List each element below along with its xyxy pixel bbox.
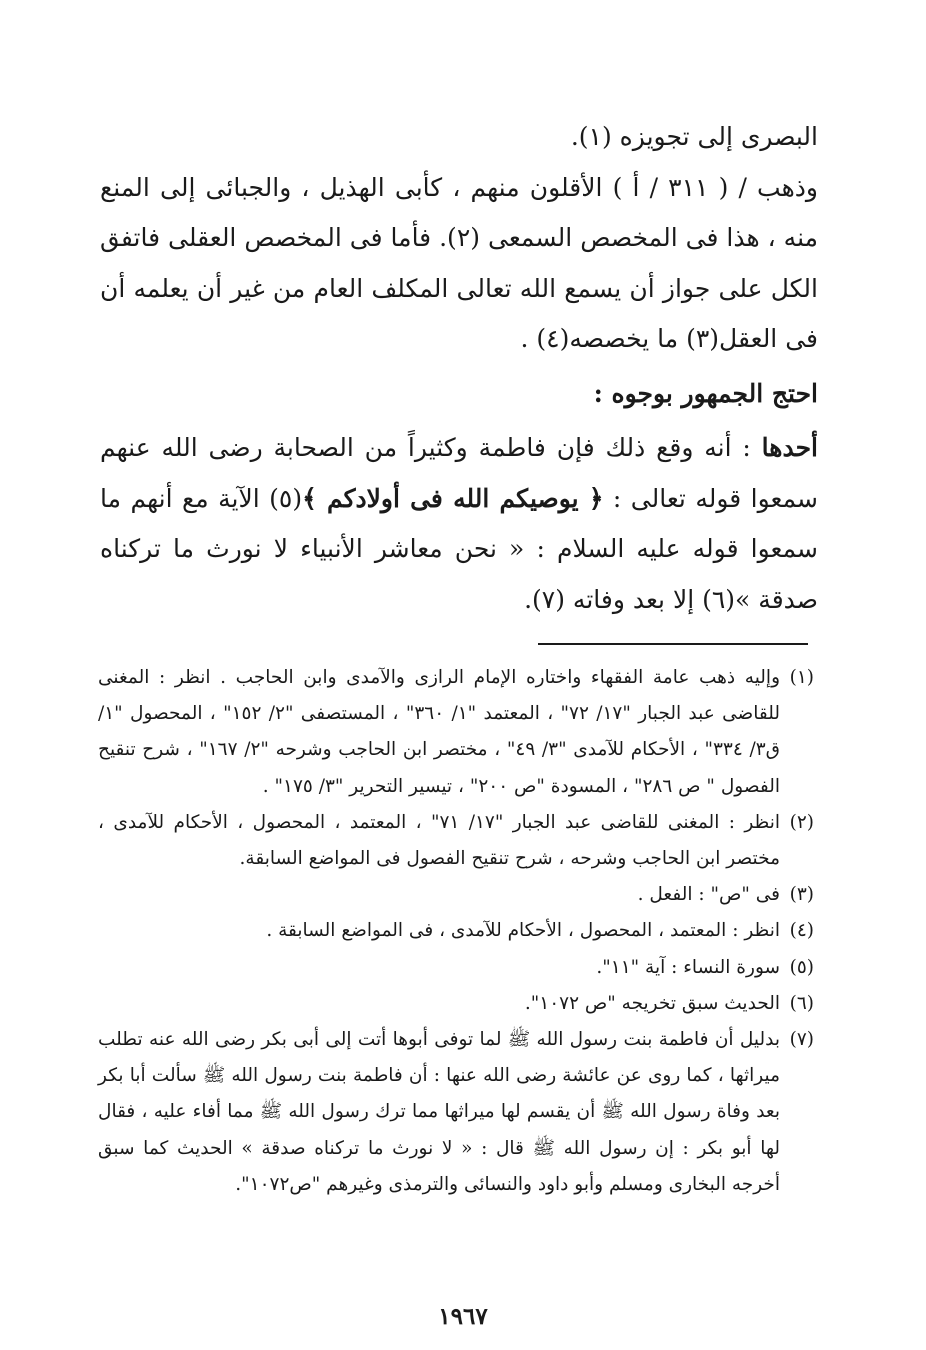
footnote-number: (٥) [789,956,814,978]
footnote-number: (٦) [789,992,814,1014]
first-argument-text-b: (٥) الآية مع أنهم ما سمعوا قوله عليه السلام : « نحن معاشر الأنبياء لا نورث ما تركناه صدقة »(٦) إلا بعد وفاته (٧). [100,483,818,614]
footnote-text: وإليه ذهب عامة الفقهاء واختاره الإمام الرازى والآمدى وابن الحاجب . انظر : المغنى للقاضى عبد الجبار "١٧/ ٧٢" ، المعتمد "١/ ٣٦٠" ، المستصفى "٢/ ١٥٢" ، المحصول "١/ق٣/ ٣٣٤" ، الأحكام للآمدى "٣/ ٤٩" ، مختصر ابن الحاجب وشرحه "٢/ ١٦٧" ، شرح تنقيح الفصول " ص ٢٨٦" ، المسودة "ص ٢٠٠" ، تيسير التحرير "٣/ ١٧٥" . [98,667,780,797]
footnote-text: الحديث سبق تخريجه "ص ١٠٧٢". [524,992,780,1014]
first-argument-text-a: : أنه وقع ذلك فإن فاطمة وكثيراً من الصحابة رضى الله عنهم سمعوا قوله تعالى : [100,433,818,513]
footnote [98,1022,814,1203]
footnote-number: (٧) [789,1029,814,1051]
footnote [98,913,814,949]
footnote-text: فى "ص" : الفعل . [637,884,780,906]
footnotes [98,660,814,1203]
footnote [98,950,814,986]
paragraph-continuation: البصرى إلى تجويزه (١). [570,122,818,151]
footnote-text: بدليل أن فاطمة بنت رسول الله ﷺ لما توفى أبوها أتت إلى أبى بكر رضى الله عنه تطلب ميراثها ، كما روى عن عائشة رضى الله عنها : أن فاطمة بنت رسول الله ﷺ سألت أبا بكر بعد وفاة رسول الله ﷺ أن يقسم لها ميراثها مما ترك رسول الله ﷺ مما أفاء عليه ، فقال لها أبو بكر : إن رسول الله ﷺ قال : « لا نورث ما تركناه صدقة » الحديث كما سبق أخرجه البخارى ومسلم وأبو داود والنسائى والترمذى وغيرهم "ص١٠٧٢". [98,1029,780,1195]
paragraph-first-argument [100,423,818,625]
page-number: ١٩٦٧ [438,1303,488,1330]
footnote-number: (٣) [789,884,814,906]
main-text [100,112,818,625]
footnote [98,986,814,1022]
footnote [98,877,814,913]
footnote-number: (١) [789,667,814,688]
quran-verse: ﴿ يوصيكم الله فى أولادكم ﴾ [302,483,604,513]
footnote-text: سورة النساء : آية "١١". [596,956,780,978]
paragraph-opponents: وذهب / ( ٣١١ / أ ) الأقلون منهم ، كأبى الهذيل ، والجبائى إلى المنع منه ، هذا فى المخصص السمعى (٢). فأما فى المخصص العقلى فاتفق الكل على جواز أن يسمع الله تعالى المكلف العام من غير أن يعلمه أن فى العقل(٣) ما يخصصه(٤) . [100,172,819,353]
footnote [98,805,814,877]
footnote-text: انظر : المعتمد ، المحصول ، الأحكام للآمدى ، فى المواضع السابقة . [266,920,780,942]
footnote-number: (٢) [789,811,814,833]
section-heading: احتج الجمهور بوجوه : [593,378,818,408]
footnote [98,660,814,805]
footnote-text: انظر : المغنى للقاضى عبد الجبار "١٧/ ٧١" ، المعتمد ، المحصول ، الأحكام للآمدى ، مختصر ابن الحاجب وشرحه ، شرح تنقيح الفصول فى المواضع السابقة. [98,811,780,870]
first-argument-lead: أحدها [761,433,818,462]
footnote-number: (٤) [789,920,814,942]
footnote-divider [538,643,808,645]
